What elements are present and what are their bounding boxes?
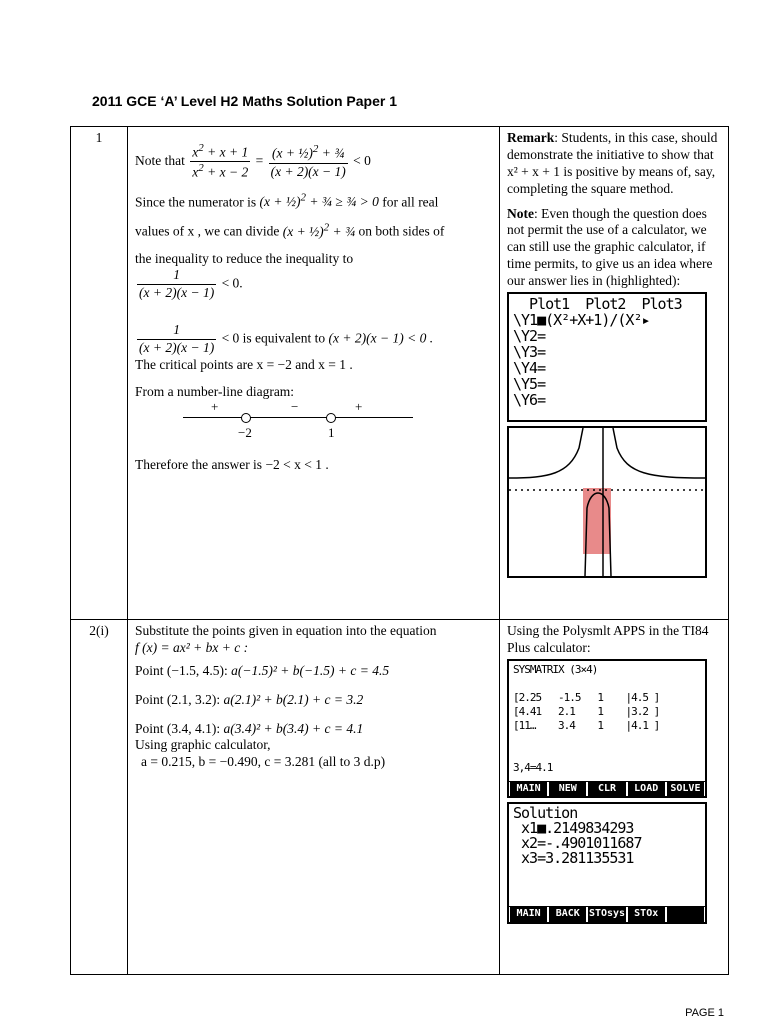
polysmlt-text: Using the Polysmlt APPS in the TI84 Plus calculator: <box>507 623 709 655</box>
point-3-line <box>135 721 493 738</box>
matrix-softkey-load: LOAD <box>628 782 665 797</box>
solution-cell <box>128 620 500 975</box>
question-number: 2(i) <box>89 623 109 638</box>
question-1-row <box>71 127 729 620</box>
point-3-label: Point (3.4, 4.1): <box>135 720 221 736</box>
matrix-softkey-new: NEW <box>549 782 586 797</box>
point-2-line <box>135 692 493 709</box>
calculator-cell <box>500 620 729 975</box>
graph-plot <box>509 428 705 576</box>
matrix-text: SYSMATRIX (3×4) [2.25 -1.5 1 |4.5 ] [4.41 2.1 1 |3.2 ] [11… 3.4 1 |4.1 ] 3,4=4.1 <box>513 662 660 774</box>
question-2-row <box>71 620 729 975</box>
number-line-intro: From a number-line diagram: <box>135 383 295 399</box>
tick-1: 1 <box>328 424 335 440</box>
open-point-1 <box>326 413 336 423</box>
curve-right-branch <box>613 428 705 478</box>
sign-right: + <box>355 398 363 414</box>
note-label: Note <box>507 205 534 221</box>
tick-minus-2: −2 <box>238 424 252 440</box>
fraction-rhs: $\frac{(x + \frac{1}{2})^2 + \frac{3}{4}}{(x + 2)(x - 1)}$ <box>270 143 346 179</box>
page-number: PAGE 1 <box>685 1007 724 1019</box>
equivalent-line: $\frac{1}{(x + 2)(x - 1)}$ < 0 is equivalent to (x + 2)(x − 1) < 0 . <box>139 322 434 355</box>
point-2-label: Point (2.1, 3.2): <box>135 691 221 707</box>
question-number-cell <box>71 127 128 620</box>
matrix-softkey-solve: SOLVE <box>667 782 704 797</box>
solution-softkey-main: MAIN <box>510 907 547 922</box>
document-title: 2011 GCE ‘A’ Level H2 Maths Solution Paper 1 <box>92 93 397 109</box>
number-line-axis <box>183 417 413 418</box>
solution-softkey-stosys: STOsys <box>588 907 625 922</box>
answer-line: Therefore the answer is −2 < x < 1 . <box>135 456 329 472</box>
y-editor-screen <box>507 292 707 422</box>
note-paragraph <box>507 206 722 290</box>
matrix-softkey-main: MAIN <box>510 782 547 797</box>
note-that-line: Note that $\frac{x^2 + x + 1}{x^2 + x - 2}$ = $\frac{(x + \frac{1}{2})^2 + \frac{3}{4}}{(x + 2)(x - 1)}$ < 0 <box>135 142 371 180</box>
remark-paragraph <box>507 130 722 198</box>
number-line-diagram <box>183 398 413 447</box>
point-1-equation: a(−1.5)² + b(−1.5) + c = 4.5 <box>231 662 390 678</box>
sign-left: + <box>211 398 219 414</box>
equivalent-expr: (x + 2)(x − 1) < 0 . <box>328 330 434 346</box>
divide-line: values of x , we can divide (x + ½)$^2$ + ¾ on both sides of <box>135 221 445 239</box>
remark-cell <box>500 127 729 620</box>
numerator-tail: for all real <box>382 194 439 210</box>
point-2-equation: a(2.1)² + b(2.1) + c = 3.2 <box>223 691 364 707</box>
remark-label: Remark <box>507 130 555 145</box>
quadratic-equation: f (x) = ax² + bx + c : <box>135 639 249 655</box>
values-of-text: values of x , we can divide <box>135 223 280 239</box>
substitute-intro: Substitute the points given in equation into the equation <box>135 623 437 638</box>
matrix-softkey-clr: CLR <box>588 782 625 797</box>
reduced-inequality: $\frac{1}{(x + 2)(x - 1)}$ < 0. <box>139 267 243 301</box>
result-line: a = 0.215, b = −0.490, c = 3.281 (all to 3 d.p) <box>141 754 386 770</box>
solution-softkey-back: BACK <box>549 907 586 922</box>
point-1-label: Point (−1.5, 4.5): <box>135 662 228 678</box>
curve-left-branch <box>509 428 583 478</box>
open-point-minus-2 <box>241 413 251 423</box>
solution-table <box>70 126 729 975</box>
remark-text: : Students, in this case, should demonstrate the initiative to show that x² + x + 1 is positive by means of, say, completing the square method. <box>507 130 718 196</box>
solution-text: Solution x1■.2149834293 x2=-.4901011687 x3=3.281135531 <box>513 804 642 868</box>
using-gc-line: Using graphic calculator, <box>135 737 271 753</box>
graph-screen <box>507 426 707 578</box>
solution-softkeys <box>509 906 705 922</box>
divide-tail: on both sides of <box>358 223 445 239</box>
y-editor-text: Plot1 Plot2 Plot3 \Y1■(X²+X+1)/(X²▸ \Y2= \Y3= \Y4= \Y5= \Y6= <box>513 294 682 409</box>
question-number: 1 <box>95 130 103 145</box>
matrix-screen <box>507 659 707 799</box>
less-than-zero: < 0 <box>353 152 371 168</box>
reduce-line: the inequality to reduce the inequality to <box>135 250 354 266</box>
question-number-cell <box>71 620 128 975</box>
solution-screen <box>507 802 707 924</box>
point-1-line <box>135 663 493 680</box>
sign-middle: − <box>291 398 299 414</box>
note-text: : Even though the question does not permit the use of a calculator, we can still use the graphic calculator, if time permits, to give us an idea where our answer lies in (highlighted): <box>507 205 713 288</box>
numerator-text: Since the numerator is <box>135 194 257 210</box>
solution-softkey-stox: STOx <box>628 907 665 922</box>
solution-softkey-blank <box>667 907 704 922</box>
point-3-equation: a(3.4)² + b(3.4) + c = 4.1 <box>223 720 364 736</box>
solution-cell <box>128 127 500 620</box>
matrix-softkeys <box>509 781 705 797</box>
equivalent-text: < 0 is equivalent to <box>221 330 326 346</box>
critical-points: The critical points are x = −2 and x = 1 . <box>135 356 353 372</box>
fraction-lhs: $\frac{x^2 + x + 1}{x^2 + x - 2}$ <box>192 142 249 180</box>
numerator-line: Since the numerator is (x + ½)$^2$ + ¾ ≥ ¾ > 0 for all real <box>135 191 439 210</box>
note-that-label: Note that <box>135 152 185 168</box>
